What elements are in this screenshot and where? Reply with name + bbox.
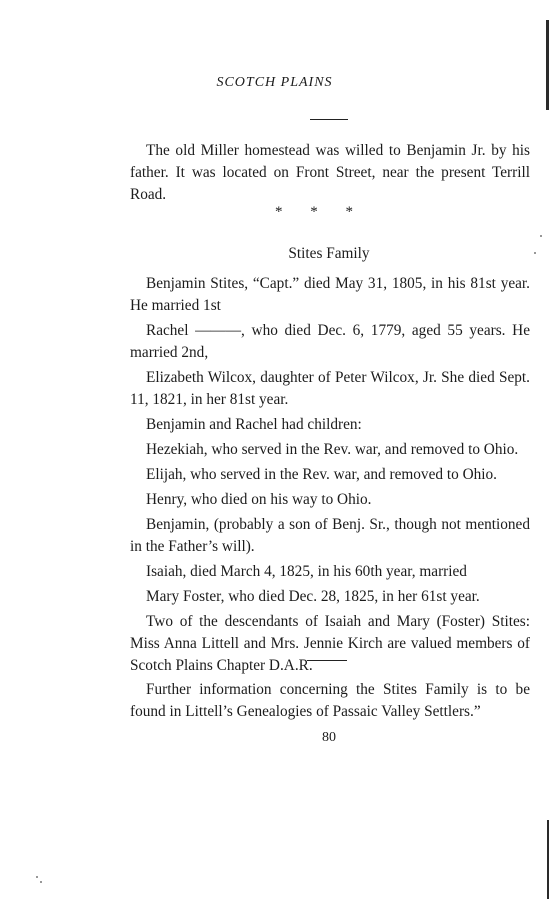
intro-paragraph: The old Miller homestead was willed to Benjamin Jr. by his father. It was located on Front Street, near the present Terrill Road. (130, 142, 530, 203)
star-separator: * * * (275, 204, 365, 220)
paper-speck (534, 252, 536, 254)
genealogy-paragraph: Benjamin and Rachel had children: (146, 416, 362, 433)
genealogy-paragraph: Rachel ———, who died Dec. 6, 1779, aged 55 years. He married 2nd, (130, 322, 530, 361)
genealogy-paragraph: Isaiah, died March 4, 1825, in his 60th year, married (146, 563, 467, 580)
closing-section (130, 679, 530, 723)
genealogy-paragraph: Benjamin Stites, “Capt.” died May 31, 1805, in his 81st year. He married 1st (130, 275, 530, 314)
stites-family-section (130, 273, 530, 680)
paper-speck (540, 235, 542, 237)
paper-speck (40, 881, 42, 883)
page-number: 80 (322, 730, 336, 745)
section-rule (307, 660, 347, 661)
paper-speck (36, 876, 38, 878)
section-title: Stites Family (288, 245, 370, 262)
closing-paragraph: Further information concerning the Stites Family is to be found in Littell’s Genealogies of Passaic Valley Settlers.” (130, 681, 530, 720)
genealogy-paragraph: Hezekiah, who served in the Rev. war, and removed to Ohio. (146, 441, 519, 458)
header-rule (310, 119, 348, 120)
genealogy-paragraph: Benjamin, (probably a son of Benj. Sr., though not mentioned in the Father’s will). (130, 516, 530, 555)
genealogy-paragraph: Two of the descendants of Isaiah and Mary (Foster) Stites: Miss Anna Littell and Mrs. Jennie Kirch are valued members of Scotch Plains Chapter D.A.R. (130, 613, 530, 674)
intro-section (130, 140, 530, 206)
running-title: SCOTCH PLAINS (216, 75, 333, 90)
genealogy-paragraph: Mary Foster, who died Dec. 28, 1825, in her 61st year. (146, 588, 480, 605)
genealogy-paragraph: Elijah, who served in the Rev. war, and removed to Ohio. (146, 466, 497, 483)
genealogy-paragraph: Henry, who died on his way to Ohio. (146, 491, 372, 508)
genealogy-paragraph: Elizabeth Wilcox, daughter of Peter Wilcox, Jr. She died Sept. 11, 1821, in her 81st year. (130, 369, 530, 408)
